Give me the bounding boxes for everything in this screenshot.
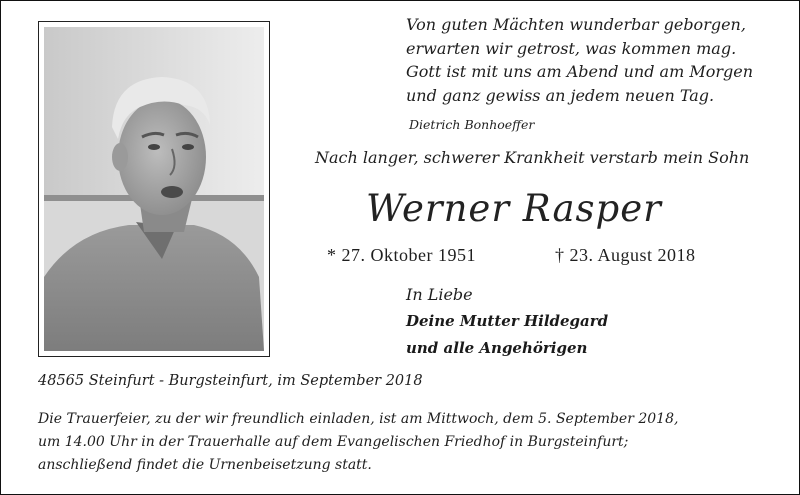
- poem-line-2: erwarten wir getrost, was kommen mag.: [406, 38, 737, 58]
- poem-line-1: Von guten Mächten wunderbar geborgen,: [406, 15, 746, 34]
- bonhoeffer-poem: [406, 13, 786, 107]
- place-and-date: 48565 Steinfurt - Burgsteinfurt, im September 2018: [38, 373, 423, 389]
- mourner-mother: Deine Mutter Hildegard: [406, 312, 609, 330]
- portrait-photo: [38, 21, 270, 357]
- portrait-image: [44, 27, 264, 351]
- funeral-info-line-3: anschließend findet die Urnenbeisetzung statt.: [38, 457, 372, 473]
- poem-line-4: und ganz gewiss an jedem neuen Tag.: [406, 85, 715, 105]
- death-announcement-intro: Nach langer, schwerer Krankheit verstarb mein Sohn: [315, 148, 750, 167]
- death-date: † 23. August 2018: [555, 245, 696, 265]
- poem-line-3: Gott ist mit uns am Abend und am Morgen: [406, 62, 754, 81]
- funeral-information: [38, 408, 788, 477]
- funeral-info-line-2: um 14.00 Uhr in der Trauerhalle auf dem Evangelischen Friedhof in Burgsteinfurt;: [38, 434, 629, 450]
- mourner-relatives: und alle Angehörigen: [406, 339, 588, 357]
- birth-date: * 27. Oktober 1951: [327, 245, 476, 265]
- mourners-salutation: In Liebe: [406, 285, 473, 304]
- funeral-info-line-1: Die Trauerfeier, zu der wir freundlich einladen, ist am Mittwoch, dem 5. September 2018,: [38, 411, 679, 427]
- deceased-name: Werner Rasper: [366, 187, 662, 230]
- poem-author: Dietrich Bonhoeffer: [409, 117, 535, 132]
